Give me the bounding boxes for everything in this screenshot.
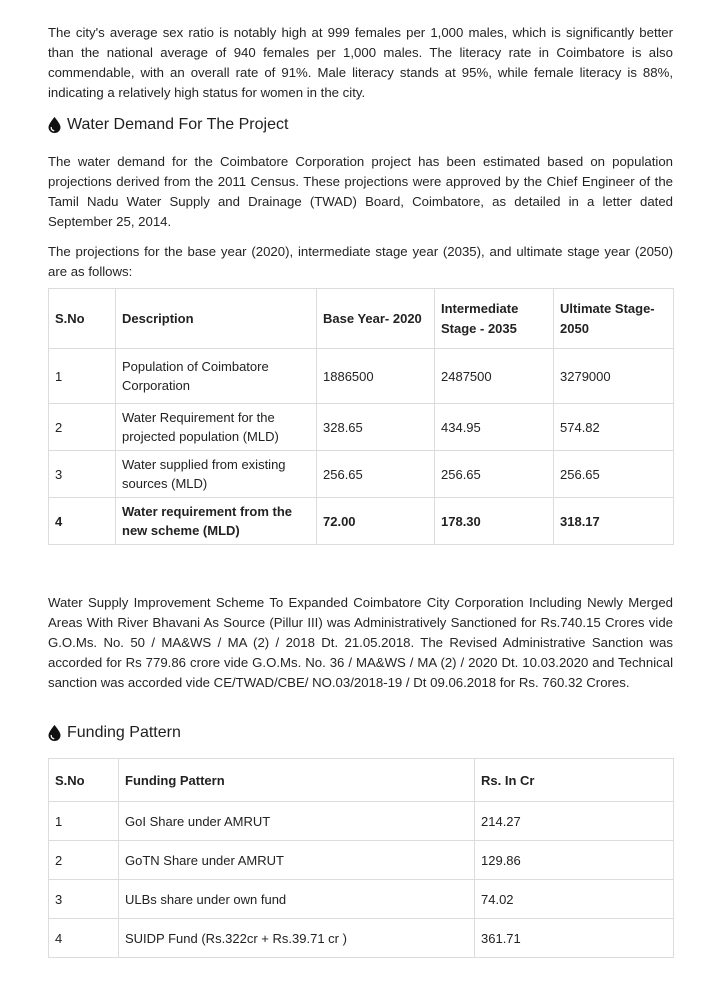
water-demand-paragraph: The water demand for the Coimbatore Corporation project has been estimated based on population projections derived from the 2011 Census. These projections were approved by the Chief Engineer of the Tamil Nadu Water Supply and Drainage (TWAD) Board, Coimbatore, as detailed in a letter dated September 25, 2014. bbox=[48, 154, 673, 229]
column-header: S.No bbox=[49, 289, 116, 349]
row-sno: 4 bbox=[49, 919, 119, 958]
table-row bbox=[49, 451, 674, 498]
row-sno: 2 bbox=[49, 404, 116, 451]
table-row bbox=[49, 498, 674, 545]
row-description: Water Requirement for the projected population (MLD) bbox=[116, 404, 317, 451]
row-amount: 361.71 bbox=[475, 919, 674, 958]
column-header: Rs. In Cr bbox=[475, 759, 674, 802]
row-ultimate: 3279000 bbox=[554, 349, 674, 404]
row-amount: 214.27 bbox=[475, 802, 674, 841]
row-sno: 3 bbox=[49, 451, 116, 498]
column-header: Intermediate Stage - 2035 bbox=[435, 289, 554, 349]
projections-paragraph: The projections for the base year (2020), intermediate stage year (2035), and ultimate stage year (2050) are as follows: bbox=[48, 244, 673, 279]
water-drop-icon bbox=[48, 117, 61, 133]
water-demand-table bbox=[48, 288, 674, 545]
table-header-row bbox=[49, 759, 674, 802]
row-ultimate: 256.65 bbox=[554, 451, 674, 498]
row-intermediate: 256.65 bbox=[435, 451, 554, 498]
row-description: Water supplied from existing sources (MLD) bbox=[116, 451, 317, 498]
table-row bbox=[49, 841, 674, 880]
funding-pattern-table bbox=[48, 758, 674, 958]
table-row bbox=[49, 880, 674, 919]
row-sno: 1 bbox=[49, 802, 119, 841]
table-row bbox=[49, 404, 674, 451]
water-demand-heading-text: Water Demand For The Project bbox=[67, 116, 289, 133]
funding-pattern-heading-text: Funding Pattern bbox=[67, 724, 181, 741]
row-intermediate: 2487500 bbox=[435, 349, 554, 404]
scheme-paragraph: Water Supply Improvement Scheme To Expanded Coimbatore City Corporation Including Newly Merged Areas With River Bhavani As Source (Pillur III) was Administratively Sanctioned for Rs.740.15 Crores vide G.O.Ms. No. 50 / MA&WS / MA (2) / 2018 Dt. 21.05.2018. The Revised Administrative Sanction was accorded for Rs 779.86 crore vide G.O.Ms. No. 36 / MA&WS / MA (2) / 2020 Dt. 10.03.2020 and Technical sanction was accorded vide CE/TWAD/CBE/ NO.03/2018-19 / Dt 09.06.2018 for Rs. 760.32 Crores. bbox=[48, 595, 673, 690]
row-base-year: 256.65 bbox=[317, 451, 435, 498]
table-header-row bbox=[49, 289, 674, 349]
row-funding-pattern: GoI Share under AMRUT bbox=[119, 802, 475, 841]
row-sno: 4 bbox=[49, 498, 116, 545]
column-header: Description bbox=[116, 289, 317, 349]
intro-paragraph: The city's average sex ratio is notably high at 999 females per 1,000 males, which is significantly better than the national average of 940 females per 1,000 males. The literacy rate in Coimbatore is also commendable, with an overall rate of 91%. Male literacy stands at 95%, while female literacy is 88%, indicating a relatively high status for women in the city. bbox=[48, 25, 673, 100]
row-intermediate: 178.30 bbox=[435, 498, 554, 545]
row-sno: 3 bbox=[49, 880, 119, 919]
water-drop-icon bbox=[48, 725, 61, 741]
row-base-year: 1886500 bbox=[317, 349, 435, 404]
row-amount: 129.86 bbox=[475, 841, 674, 880]
column-header: Ultimate Stage- 2050 bbox=[554, 289, 674, 349]
table-row bbox=[49, 802, 674, 841]
row-funding-pattern: GoTN Share under AMRUT bbox=[119, 841, 475, 880]
row-base-year: 328.65 bbox=[317, 404, 435, 451]
column-header: S.No bbox=[49, 759, 119, 802]
row-sno: 2 bbox=[49, 841, 119, 880]
funding-pattern-heading bbox=[48, 721, 181, 745]
row-description: Water requirement from the new scheme (MLD) bbox=[116, 498, 317, 545]
row-funding-pattern: SUIDP Fund (Rs.322cr + Rs.39.71 cr ) bbox=[119, 919, 475, 958]
row-ultimate: 318.17 bbox=[554, 498, 674, 545]
row-funding-pattern: ULBs share under own fund bbox=[119, 880, 475, 919]
row-amount: 74.02 bbox=[475, 880, 674, 919]
row-description: Population of Coimbatore Corporation bbox=[116, 349, 317, 404]
column-header: Funding Pattern bbox=[119, 759, 475, 802]
column-header: Base Year- 2020 bbox=[317, 289, 435, 349]
table-row bbox=[49, 919, 674, 958]
table-row bbox=[49, 349, 674, 404]
row-sno: 1 bbox=[49, 349, 116, 404]
row-ultimate: 574.82 bbox=[554, 404, 674, 451]
row-base-year: 72.00 bbox=[317, 498, 435, 545]
water-demand-heading bbox=[48, 113, 288, 137]
row-intermediate: 434.95 bbox=[435, 404, 554, 451]
